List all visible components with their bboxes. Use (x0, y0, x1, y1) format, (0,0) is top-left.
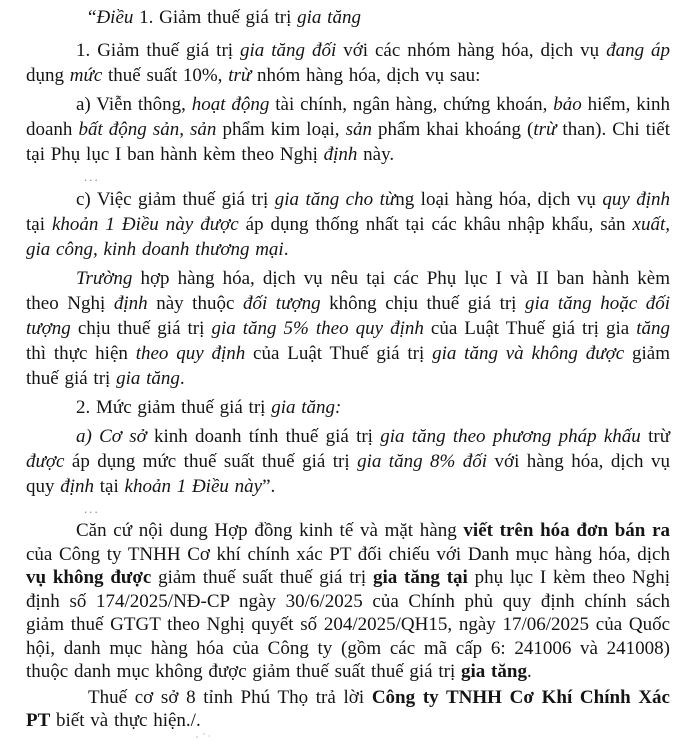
appendix-note-segment: Trường (76, 268, 133, 289)
clause-2-segment: 2. Mức giảm thuế giá trị (76, 397, 272, 418)
point-a-segment: định (323, 144, 358, 165)
closing-paragraph-segment: biết và thực hiện./. (50, 710, 201, 731)
appendix-note-segment: của Luật Thuế giá trị gia (423, 318, 637, 339)
clause-1-segment: nhóm hàng hóa, dịch vụ sau: (251, 65, 481, 86)
point-a-segment: hoạt động (191, 94, 270, 115)
article-heading-segment: Điều (96, 7, 134, 28)
appendix-note-segment: đối tượng (242, 293, 321, 314)
assessment-paragraph-segment: Căn cứ nội dung Hợp đồng kinh tế và mặt hàng (76, 520, 464, 541)
ellipsis-2-segment: ... (84, 501, 100, 516)
article-heading-segment: gia tăng (297, 7, 361, 28)
article-heading (26, 5, 670, 30)
point-a-clause-2-segment: kinh doanh tính thuế giá trị (146, 426, 381, 447)
clause-1-segment: mức (69, 65, 103, 86)
closing-paragraph-segment: Thuế cơ sở 8 tỉnh Phú Thọ trả lời (88, 686, 372, 708)
appendix-note-segment: chịu thuế giá trị (70, 318, 212, 339)
point-a (26, 92, 670, 167)
article-heading-segment: 1. Giảm thuế giá trị (133, 7, 298, 28)
appendix-note-segment: tăng (636, 318, 670, 339)
point-a-clause-2-segment: trừ (640, 426, 670, 447)
point-a-segment: sản (345, 119, 372, 140)
point-a-clause-2 (26, 424, 670, 499)
point-a-clause-2-segment: định (60, 476, 95, 497)
assessment-paragraph-segment: vụ không được (26, 567, 152, 588)
point-a-segment: tài chính, ngân hàng, chứng khoán, (269, 94, 554, 115)
assessment-paragraph-segment: của Công ty TNHH Cơ khí chính xác PT đối chiếu với Danh mục hàng hóa, dịch (26, 543, 670, 565)
point-a-clause-2-segment: gia tăng 8% đối (357, 451, 488, 472)
article-heading-segment: “ (88, 7, 97, 28)
point-a-clause-2-segment: tại (94, 476, 125, 497)
point-a-segment: phẩm khai khoáng ( (372, 119, 534, 140)
point-c-segment: c) Việc giảm thuế giá trị (76, 189, 275, 210)
point-a-segment: than). Chi tiết tại Phụ lục I ban hành kèm theo Nghị (26, 119, 671, 165)
point-a-clause-2-segment: ”. (262, 476, 276, 497)
closing-paragraph (26, 686, 670, 733)
appendix-note-segment: không chịu thuế giá trị (320, 293, 526, 314)
ellipsis-1-segment: ... (84, 169, 100, 184)
ellipsis-1 (26, 169, 670, 185)
point-c-segment: gia tăng cho từ (274, 189, 396, 210)
point-a-segment: hiểm, kinh doanh (26, 94, 670, 140)
assessment-paragraph-segment: giảm thuế suất thuế giá trị (151, 567, 373, 588)
clause-1-segment: trừ (228, 65, 252, 86)
point-a-clause-2-segment: khoản 1 Điều này (124, 476, 263, 497)
appendix-note-segment: gia tăng hoặc đối tượng (26, 293, 670, 339)
appendix-note-segment: của Luật Thuế giá trị (245, 343, 433, 364)
appendix-note-segment: gia tăng (116, 368, 180, 389)
appendix-note-segment: . (179, 368, 185, 389)
point-a-segment: bảo (553, 94, 582, 115)
clause-1-segment: với các nhóm hàng hóa, dịch vụ (336, 40, 607, 61)
point-a-segment: a) Viễn thông, (76, 94, 192, 115)
point-a-clause-2-segment: được (26, 451, 65, 472)
clause-1-segment: đang áp (606, 40, 671, 61)
point-a-segment: bất động sản, sản (78, 119, 217, 140)
scan-artifact-icon (196, 733, 210, 738)
point-c-segment: áp dụng thống nhất tại các khâu nhập khẩu, sản (238, 214, 633, 235)
point-c-segment: ng loại hàng hóa, dịch vụ (395, 189, 603, 210)
assessment-paragraph-segment: gia tăng (461, 661, 527, 682)
clause-1-segment: dụng (26, 65, 70, 86)
appendix-note-segment: này thuộc (147, 293, 243, 314)
assessment-paragraph-segment: gia tăng tại (372, 567, 468, 588)
appendix-note (26, 266, 670, 391)
clause-2 (26, 395, 670, 420)
clause-1-segment: 1. Giảm thuế giá trị (76, 40, 241, 61)
clause-1 (26, 38, 670, 88)
assessment-paragraph-segment: viết trên hóa đơn bán ra (463, 520, 671, 541)
point-a-segment: trừ (533, 119, 557, 140)
point-c-segment: quy định (602, 189, 670, 210)
clause-2-segment: gia tăng: (271, 397, 342, 418)
point-c-segment: xuất, gia công, kinh doanh thương mại (26, 214, 671, 260)
appendix-note-segment: định (113, 293, 148, 314)
appendix-note-segment: giảm thuế giá trị (26, 343, 670, 389)
closing-paragraph-segment: Công ty TNHH Cơ Khí Chính Xác PT (26, 686, 670, 731)
appendix-note-segment: gia tăng và không được (432, 343, 625, 364)
appendix-note-segment: hợp hàng hóa, dịch vụ nêu tại các Phụ lục I và II ban hành kèm theo Nghị (26, 268, 670, 314)
ellipsis-2 (26, 501, 670, 517)
assessment-paragraph-segment: phụ lục I kèm theo Nghị định số 174/2025/NĐ-CP ngày 30/6/2025 của Chính phủ quy định chính sách giảm thuế GTGT theo Nghị quyết số 204/2025/QH15, ngày 17/06/2025 của Quốc hội, danh mục hàng hóa của Công ty (gồm các mã cấp 6: 241006 và 241008) thuộc danh mục không được giảm thuế suất thuế giá trị (26, 567, 670, 682)
clause-1-segment: thuế suất 10%, (102, 65, 229, 86)
point-a-clause-2-segment: a) Cơ sở (76, 426, 147, 447)
assessment-paragraph-segment: . (526, 661, 532, 682)
point-a-clause-2-segment: gia tăng theo phương pháp khấu (380, 426, 641, 447)
appendix-note-segment: gia tăng 5% theo quy định (211, 318, 424, 339)
point-c (26, 187, 670, 262)
point-c-segment: tại (26, 214, 52, 235)
point-a-clause-2-segment: với hàng hóa, dịch vụ quy (26, 451, 670, 497)
point-c-segment: khoản 1 Điều này được (51, 214, 239, 235)
appendix-note-segment: theo quy định (135, 343, 246, 364)
appendix-note-segment: thì thực hiện (26, 343, 136, 364)
assessment-paragraph (26, 519, 670, 684)
point-a-segment: này. (357, 144, 395, 165)
clause-1-segment: gia tăng đối (240, 40, 337, 61)
point-a-segment: phẩm kim loại, (216, 119, 346, 140)
point-c-segment: . (283, 239, 289, 260)
point-a-clause-2-segment: áp dụng mức thuế suất thuế giá trị (64, 451, 358, 472)
